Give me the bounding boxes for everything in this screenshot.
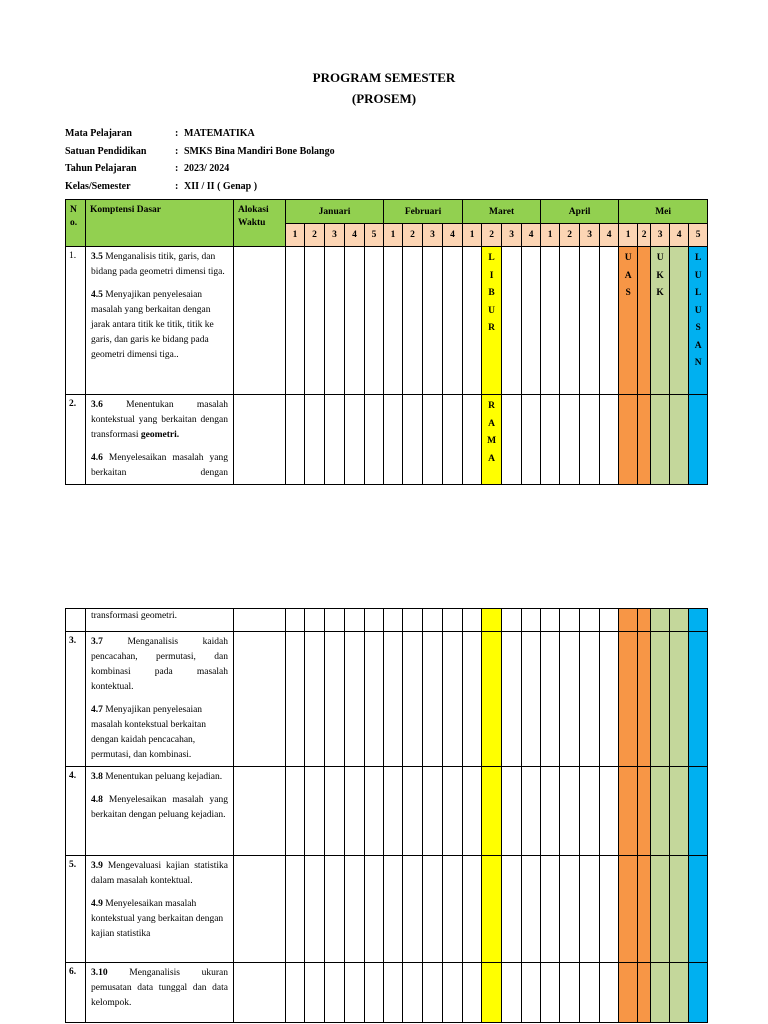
week-cell <box>325 856 345 963</box>
week-cell <box>670 767 689 856</box>
week-cell <box>541 963 560 1023</box>
week-cell <box>305 609 325 632</box>
vertical-letter: A <box>488 453 496 464</box>
week-cell <box>560 247 580 395</box>
week-cell <box>670 856 689 963</box>
week-cell <box>403 767 423 856</box>
week-cell <box>423 767 443 856</box>
week-cell <box>580 963 600 1023</box>
week-cell <box>482 632 502 767</box>
week-cell <box>384 963 403 1023</box>
week-cell <box>443 963 463 1023</box>
week-cell <box>580 247 600 395</box>
week-cell <box>325 247 345 395</box>
week-cell <box>403 632 423 767</box>
week-cell <box>286 632 305 767</box>
week-cell <box>560 609 580 632</box>
week-cell <box>522 609 541 632</box>
vertical-letter: U <box>694 305 702 316</box>
kd-number: 4.5 <box>91 290 103 300</box>
week-cell <box>365 963 384 1023</box>
week-header: 5 <box>365 224 384 247</box>
week-header: 2 <box>482 224 502 247</box>
vertical-letter: U <box>624 253 632 263</box>
week-cell <box>560 856 580 963</box>
week-cell <box>482 963 502 1023</box>
alokasi-cell <box>234 609 286 632</box>
week-cell <box>560 767 580 856</box>
vertical-letter: L <box>694 288 702 298</box>
week-cell <box>463 609 482 632</box>
week-header: 3 <box>325 224 345 247</box>
week-cell <box>619 609 638 632</box>
week-cell <box>619 395 638 485</box>
week-cell <box>423 632 443 767</box>
week-cell <box>580 767 600 856</box>
alokasi-cell <box>234 395 286 485</box>
week-cell <box>600 963 619 1023</box>
week-header: 3 <box>651 224 670 247</box>
kd-number: 3.7 <box>91 637 103 647</box>
week-cell <box>541 632 560 767</box>
week-cell <box>522 767 541 856</box>
week-cell <box>689 632 708 767</box>
meta-sep: : <box>175 180 179 192</box>
vertical-letter: R <box>488 401 496 411</box>
alokasi-cell <box>234 247 286 395</box>
week-cell <box>580 609 600 632</box>
kompetensi-cell <box>86 767 234 856</box>
week-header: 2 <box>305 224 325 247</box>
meta-row <box>65 128 335 146</box>
prosem-table-top <box>65 199 708 485</box>
week-header: 1 <box>286 224 305 247</box>
meta-row <box>65 146 335 164</box>
week-cell <box>365 609 384 632</box>
week-header: 4 <box>443 224 463 247</box>
week-cell <box>638 963 651 1023</box>
meta-key: Tahun Pelajaran <box>65 163 137 174</box>
week-header: 5 <box>689 224 708 247</box>
week-cell <box>502 856 522 963</box>
table-row <box>66 767 708 856</box>
meta-info <box>65 128 335 198</box>
kd-number: 4.8 <box>91 795 103 805</box>
kd-text: Menyajikan penyelesaian masalah yang berkaitan dengan jarak antara titik ke titik, titik ke garis, dan garis ke bidang pada geometri dimensi tiga.. <box>91 290 214 360</box>
week-cell <box>305 247 325 395</box>
kompetensi-cell <box>86 856 234 963</box>
meta-row <box>65 163 335 181</box>
week-cell <box>689 395 708 485</box>
week-cell <box>345 395 365 485</box>
week-cell <box>689 247 708 395</box>
week-cell <box>580 632 600 767</box>
week-cell <box>463 395 482 485</box>
header-alokasi: Alokasi Waktu <box>234 200 286 247</box>
document-subtitle: (PROSEM) <box>351 91 417 106</box>
table-row <box>66 632 708 767</box>
vertical-letter: S <box>695 323 701 333</box>
header-no: N o. <box>66 200 86 247</box>
kd-text: Menyelesaikan masalah yang berkaitan dengan peluang kejadian. <box>91 795 228 820</box>
week-cell <box>638 856 651 963</box>
week-cell <box>403 963 423 1023</box>
month-mei: Mei <box>619 200 708 224</box>
week-header: 1 <box>619 224 638 247</box>
week-cell <box>502 609 522 632</box>
meta-value: XII / II ( Genap ) <box>184 180 258 192</box>
week-cell <box>619 963 638 1023</box>
month-april: April <box>541 200 619 224</box>
kd-number: 3.8 <box>91 772 103 782</box>
week-cell <box>286 767 305 856</box>
week-header: 2 <box>638 224 651 247</box>
week-header: 1 <box>463 224 482 247</box>
meta-key: Mata Pelajaran <box>65 128 132 139</box>
week-header: 4 <box>670 224 689 247</box>
week-cell <box>502 767 522 856</box>
week-cell <box>580 395 600 485</box>
week-cell <box>522 963 541 1023</box>
kd-text: Menganalisis kaidah pencacahan, permutasi, dan kombinasi pada masalah kontektual. <box>91 637 228 692</box>
week-cell <box>651 963 670 1023</box>
week-cell <box>443 632 463 767</box>
week-header: 1 <box>384 224 403 247</box>
week-cell <box>423 609 443 632</box>
week-cell <box>403 247 423 395</box>
week-cell <box>463 856 482 963</box>
kd-number: 3.6 <box>91 400 103 410</box>
row-number: 2. <box>66 395 86 485</box>
vertical-letter: L <box>488 253 495 263</box>
week-cell <box>305 856 325 963</box>
week-cell <box>345 247 365 395</box>
week-cell <box>638 609 651 632</box>
meta-sep: : <box>175 128 179 139</box>
table-row <box>66 247 708 395</box>
week-cell <box>384 856 403 963</box>
week-header: 2 <box>403 224 423 247</box>
week-cell <box>482 247 502 395</box>
week-cell <box>443 395 463 485</box>
week-cell <box>463 247 482 395</box>
document-title: PROGRAM SEMESTER <box>312 70 456 85</box>
kd-text: Mengevaluasi kajian statistika dalam masalah kontektual. <box>91 861 228 886</box>
month-maret: Maret <box>463 200 541 224</box>
week-header: 4 <box>345 224 365 247</box>
meta-value: MATEMATIKA <box>184 128 255 139</box>
week-cell <box>619 247 638 395</box>
week-cell <box>638 632 651 767</box>
vertical-letter: K <box>656 288 664 298</box>
week-cell <box>463 767 482 856</box>
kd-text: Menganalisis ukuran pemusatan data tunggal dan data kelompok. <box>91 968 228 1008</box>
month-januari: Januari <box>286 200 384 224</box>
week-cell <box>286 963 305 1023</box>
meta-row <box>65 181 335 199</box>
week-cell <box>482 609 502 632</box>
week-cell <box>522 247 541 395</box>
week-cell <box>384 767 403 856</box>
week-header: 3 <box>423 224 443 247</box>
week-cell <box>384 609 403 632</box>
week-cell <box>600 632 619 767</box>
week-cell <box>325 395 345 485</box>
week-cell <box>345 609 365 632</box>
kompetensi-cell <box>86 609 234 632</box>
week-cell <box>305 767 325 856</box>
week-cell <box>325 767 345 856</box>
week-cell <box>651 247 670 395</box>
vertical-letter: A <box>488 418 496 429</box>
kd-text: Menyajikan penyelesaian masalah kontekstual berkaitan dengan kaidah pencacahan, permutasi, dan kombinasi. <box>91 705 207 760</box>
week-cell <box>600 395 619 485</box>
row-number <box>66 609 86 632</box>
week-cell <box>651 632 670 767</box>
week-cell <box>651 609 670 632</box>
week-cell <box>541 856 560 963</box>
week-cell <box>403 856 423 963</box>
kompetensi-cell <box>86 247 234 395</box>
week-cell <box>522 632 541 767</box>
week-cell <box>600 247 619 395</box>
kd-text: Menentukan peluang kejadian. <box>102 772 223 782</box>
week-cell <box>670 963 689 1023</box>
week-cell <box>286 395 305 485</box>
vertical-letter: U <box>694 270 702 281</box>
week-cell <box>305 632 325 767</box>
kompetensi-cell <box>86 395 234 485</box>
vertical-letter: A <box>624 270 632 281</box>
meta-value: SMKS Bina Mandiri Bone Bolango <box>184 145 335 157</box>
vertical-letter: U <box>656 253 664 263</box>
meta-key: Kelas/Semester <box>65 180 131 192</box>
week-cell <box>689 609 708 632</box>
kompetensi-cell <box>86 963 234 1023</box>
week-cell <box>305 963 325 1023</box>
week-cell <box>651 767 670 856</box>
week-cell <box>325 632 345 767</box>
week-header: 4 <box>600 224 619 247</box>
week-cell <box>689 856 708 963</box>
vertical-letter: K <box>656 270 664 281</box>
week-cell <box>670 247 689 395</box>
week-cell <box>580 856 600 963</box>
week-cell <box>651 395 670 485</box>
week-cell <box>689 963 708 1023</box>
meta-key: Satuan Pendidikan <box>65 145 147 157</box>
week-cell <box>384 395 403 485</box>
meta-sep: : <box>175 145 179 157</box>
meta-sep: : <box>175 163 179 174</box>
table-row <box>66 963 708 1023</box>
week-cell <box>345 856 365 963</box>
week-cell <box>670 609 689 632</box>
meta-value: 2023/ 2024 <box>184 163 230 174</box>
week-cell <box>600 856 619 963</box>
week-cell <box>689 767 708 856</box>
week-cell <box>423 247 443 395</box>
kd-number: 4.6 <box>91 453 103 463</box>
week-cell <box>463 963 482 1023</box>
week-cell <box>502 247 522 395</box>
week-cell <box>638 247 651 395</box>
week-cell <box>384 632 403 767</box>
week-cell <box>670 395 689 485</box>
row-number: 6. <box>66 963 86 1023</box>
week-cell <box>560 395 580 485</box>
week-cell <box>443 247 463 395</box>
week-cell <box>443 856 463 963</box>
week-cell <box>403 395 423 485</box>
week-header: 3 <box>502 224 522 247</box>
row-number: 1. <box>66 247 86 395</box>
week-cell <box>600 767 619 856</box>
week-cell <box>463 632 482 767</box>
week-cell <box>651 856 670 963</box>
week-cell <box>365 247 384 395</box>
table-row <box>66 395 708 485</box>
kd-number: 3.5 <box>91 252 103 262</box>
week-cell <box>541 395 560 485</box>
week-cell <box>345 963 365 1023</box>
month-februari: Februari <box>384 200 463 224</box>
week-header: 4 <box>522 224 541 247</box>
week-cell <box>638 767 651 856</box>
week-cell <box>541 247 560 395</box>
week-cell <box>365 395 384 485</box>
week-cell <box>423 395 443 485</box>
kd-text: Menganalisis titik, garis, dan bidang pada geometri dimensi tiga. <box>91 252 225 277</box>
week-cell <box>345 632 365 767</box>
alokasi-cell <box>234 632 286 767</box>
kd-number: 4.7 <box>91 705 103 715</box>
week-cell <box>482 856 502 963</box>
week-cell <box>522 395 541 485</box>
kd-number: 4.9 <box>91 899 103 909</box>
kd-text: Menyelesaikan masalah kontekstual yang berkaitan dengan kajian statistika <box>91 899 224 939</box>
kd-text: Menentukan masalah kontekstual yang berkaitan dengan transformasi <box>91 400 228 440</box>
week-cell <box>502 632 522 767</box>
row-number: 4. <box>66 767 86 856</box>
week-cell <box>600 609 619 632</box>
week-cell <box>305 395 325 485</box>
week-cell <box>423 963 443 1023</box>
header-row-months <box>66 200 708 224</box>
alokasi-cell <box>234 767 286 856</box>
table-row-continued <box>66 609 708 632</box>
week-cell <box>365 856 384 963</box>
week-cell <box>286 247 305 395</box>
vertical-letter: S <box>625 288 631 298</box>
week-cell <box>502 395 522 485</box>
kd-number: 3.9 <box>91 861 103 871</box>
prosem-table-bottom <box>65 608 708 1023</box>
week-cell <box>670 632 689 767</box>
week-cell <box>423 856 443 963</box>
week-cell <box>560 963 580 1023</box>
alokasi-cell <box>234 963 286 1023</box>
vertical-letter: B <box>488 288 495 298</box>
vertical-letter: R <box>488 323 496 333</box>
week-cell <box>384 247 403 395</box>
week-cell <box>619 632 638 767</box>
week-cell <box>638 395 651 485</box>
week-cell <box>482 767 502 856</box>
kd-text-bold: geometri. <box>140 430 180 440</box>
kompetensi-cell <box>86 632 234 767</box>
kd-number: 3.10 <box>91 968 108 978</box>
header-kompetensi: Komptensi Dasar <box>86 200 234 247</box>
row-number: 5. <box>66 856 86 963</box>
week-cell <box>325 609 345 632</box>
week-cell <box>619 856 638 963</box>
week-cell <box>619 767 638 856</box>
vertical-letter: U <box>488 305 496 316</box>
week-cell <box>541 609 560 632</box>
vertical-letter: I <box>489 270 494 281</box>
week-cell <box>560 632 580 767</box>
vertical-letter: L <box>694 253 702 263</box>
kd-text: Menyelesaikan masalah yang berkaitan dengan <box>91 453 228 478</box>
vertical-letter: M <box>487 436 497 446</box>
week-cell <box>286 609 305 632</box>
alokasi-cell <box>234 856 286 963</box>
week-cell <box>403 609 423 632</box>
week-cell <box>365 632 384 767</box>
week-cell <box>482 395 502 485</box>
kd-text: transformasi geometri. <box>91 611 178 621</box>
week-cell <box>443 767 463 856</box>
week-cell <box>286 856 305 963</box>
table-row <box>66 856 708 963</box>
week-cell <box>522 856 541 963</box>
vertical-letter: A <box>694 340 702 351</box>
week-header: 2 <box>560 224 580 247</box>
week-cell <box>345 767 365 856</box>
vertical-letter: N <box>694 358 702 368</box>
week-header: 1 <box>541 224 560 247</box>
week-cell <box>541 767 560 856</box>
week-cell <box>443 609 463 632</box>
week-cell <box>365 767 384 856</box>
week-cell <box>325 963 345 1023</box>
row-number: 3. <box>66 632 86 767</box>
week-cell <box>502 963 522 1023</box>
week-header: 3 <box>580 224 600 247</box>
